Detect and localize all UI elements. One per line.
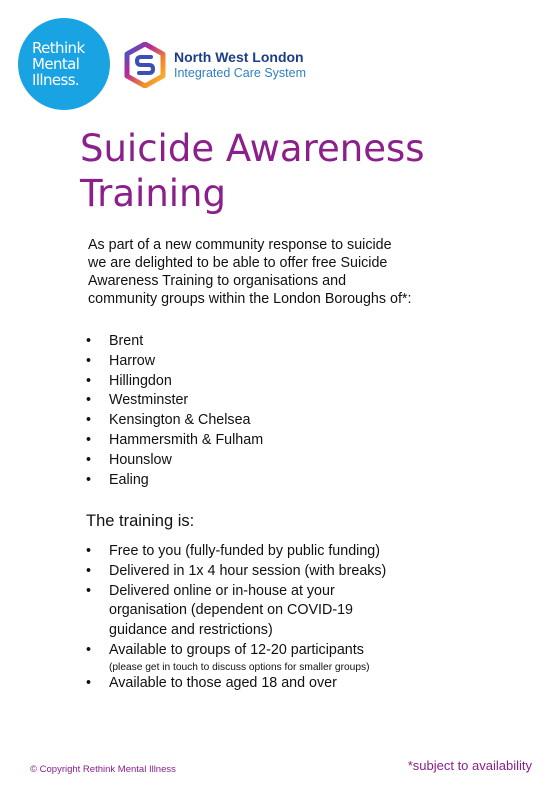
borough-name: Hammersmith & Fulham <box>109 431 264 448</box>
rethink-logo-line-1: Rethink <box>32 39 85 57</box>
intro-line-4: community groups within the London Boroughs of*: <box>88 291 412 307</box>
borough-name: Harrow <box>109 352 156 369</box>
rethink-logo-line-2: Mental <box>32 55 80 73</box>
training-item-text: Delivered online or in-house at your <box>109 582 335 599</box>
bullet: • <box>86 451 92 468</box>
nwl-logo-subtitle: Integrated Care System <box>174 66 307 80</box>
intro-paragraph <box>88 236 488 308</box>
list-item <box>86 471 263 491</box>
list-item <box>86 542 386 562</box>
rethink-mental-illness-logo <box>18 18 110 110</box>
bullet: • <box>86 562 92 579</box>
borough-name: Kensington & Chelsea <box>109 412 251 429</box>
boroughs-list <box>86 332 263 490</box>
training-item-text: Available to groups of 12-20 participants <box>109 641 364 658</box>
list-item <box>86 411 263 431</box>
training-item-text: guidance and restrictions) <box>109 622 273 639</box>
training-list <box>86 542 386 694</box>
borough-name: Hillingdon <box>109 372 172 389</box>
bullet: • <box>86 352 92 369</box>
borough-name: Hounslow <box>109 451 172 468</box>
list-item <box>86 582 386 641</box>
intro-line-2: we are delighted to be able to offer free Suicide <box>88 255 388 271</box>
document-title <box>80 126 425 216</box>
bullet: • <box>86 641 92 658</box>
bullet: • <box>86 392 92 409</box>
title-line-2: Training <box>80 172 226 215</box>
list-item <box>86 562 386 582</box>
rethink-logo-line-3: Illness. <box>32 71 80 89</box>
bullet: • <box>86 412 92 429</box>
list-item <box>86 451 263 471</box>
training-item-text: Delivered in 1x 4 hour session (with breaks) <box>109 562 387 579</box>
intro-line-3: Awareness Training to organisations and <box>88 273 347 289</box>
bullet: • <box>86 582 92 599</box>
list-item <box>86 431 263 451</box>
bullet: • <box>86 674 92 691</box>
title-line-1: Suicide Awareness <box>80 127 425 170</box>
borough-name: Ealing <box>109 471 149 488</box>
list-item <box>86 641 386 674</box>
borough-name: Westminster <box>109 392 189 409</box>
nwl-logo-title: North West London <box>174 49 304 65</box>
bullet: • <box>86 372 92 389</box>
bullet: • <box>86 431 92 448</box>
training-item-text: Available to those aged 18 and over <box>109 674 337 691</box>
bullet: • <box>86 471 92 488</box>
list-item <box>86 372 263 392</box>
copyright-notice: © Copyright Rethink Mental Illness <box>30 764 176 775</box>
nwl-ics-logo <box>124 42 306 88</box>
bullet: • <box>86 543 92 559</box>
training-item-note: (please get in touch to discuss options for smaller groups) <box>109 661 370 673</box>
list-item <box>86 674 386 694</box>
list-item <box>86 352 263 372</box>
training-heading: The training is: <box>86 512 195 530</box>
borough-name: Brent <box>109 333 144 349</box>
bullet: • <box>86 333 92 349</box>
availability-note: *subject to availability <box>407 758 532 773</box>
training-item-text: Free to you (fully-funded by public funding) <box>109 543 380 559</box>
list-item <box>86 391 263 411</box>
list-item <box>86 332 263 352</box>
intro-line-1: As part of a new community response to suicide <box>88 237 392 253</box>
training-item-text: organisation (dependent on COVID-19 <box>109 602 353 619</box>
nwl-hexagon-icon <box>124 42 166 88</box>
